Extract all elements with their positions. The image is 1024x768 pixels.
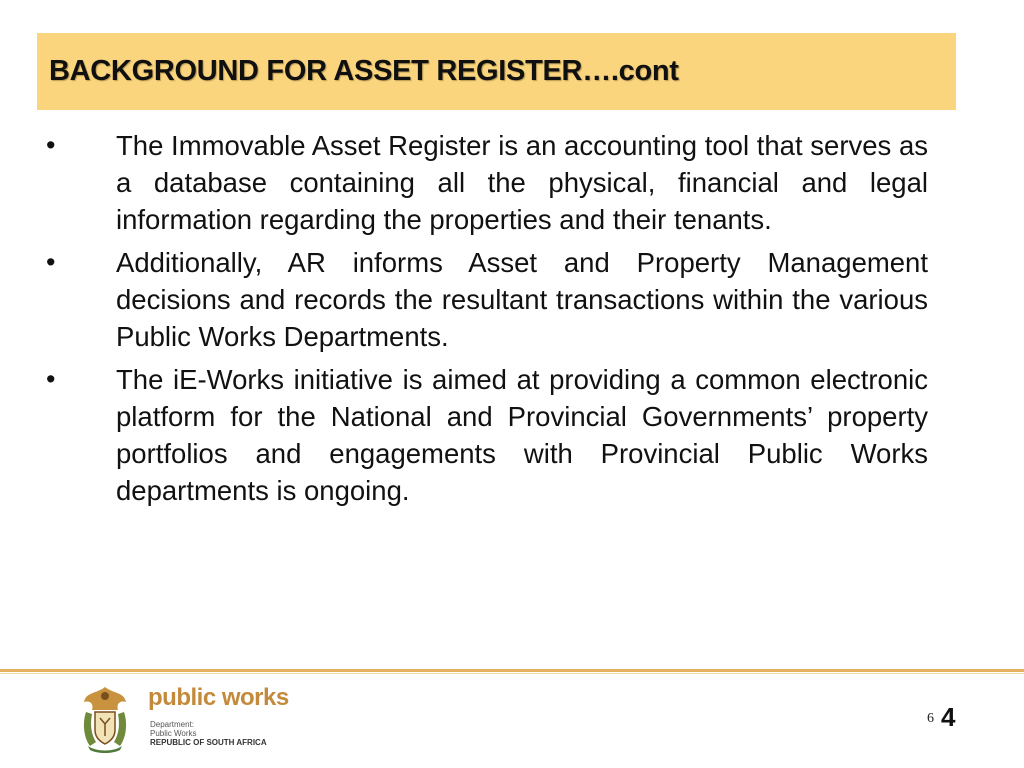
coat-of-arms-icon	[78, 684, 132, 754]
bullet-list	[0, 127, 1024, 515]
department-logo	[72, 684, 292, 754]
bullet-marker: •	[46, 247, 56, 277]
bullet-text: The Immovable Asset Register is an accounting tool that serves as a database containing all the physical, financial and legal information regarding the properties and their tenants.	[116, 130, 928, 235]
bullet-marker: •	[46, 130, 56, 160]
bullet-item	[0, 244, 928, 355]
footer-divider	[0, 669, 1024, 672]
logo-line-3: REPUBLIC OF SOUTH AFRICA	[150, 738, 267, 747]
page-number-large: 4	[941, 702, 956, 732]
bullet-item	[0, 361, 928, 509]
logo-line-1: Department:	[150, 720, 195, 729]
bullet-text: The iE-Works initiative is aimed at providing a common electronic platform for the National and Provincial Governments’ property portfolios and engagements with Provincial Public Works departments is ongoing.	[116, 364, 928, 506]
slide-title: BACKGROUND FOR ASSET REGISTER….cont	[49, 55, 679, 87]
title-bar	[37, 33, 956, 110]
page-number-small: 6	[927, 711, 934, 726]
bullet-item	[0, 127, 928, 238]
logo-line-2: Public Works	[150, 729, 197, 738]
footer-divider-thin	[0, 673, 1024, 674]
bullet-marker: •	[46, 364, 56, 394]
bullet-text: Additionally, AR informs Asset and Property Management decisions and records the resultant transactions within the various Public Works Departments.	[116, 247, 928, 352]
logo-name: public works	[148, 684, 289, 711]
